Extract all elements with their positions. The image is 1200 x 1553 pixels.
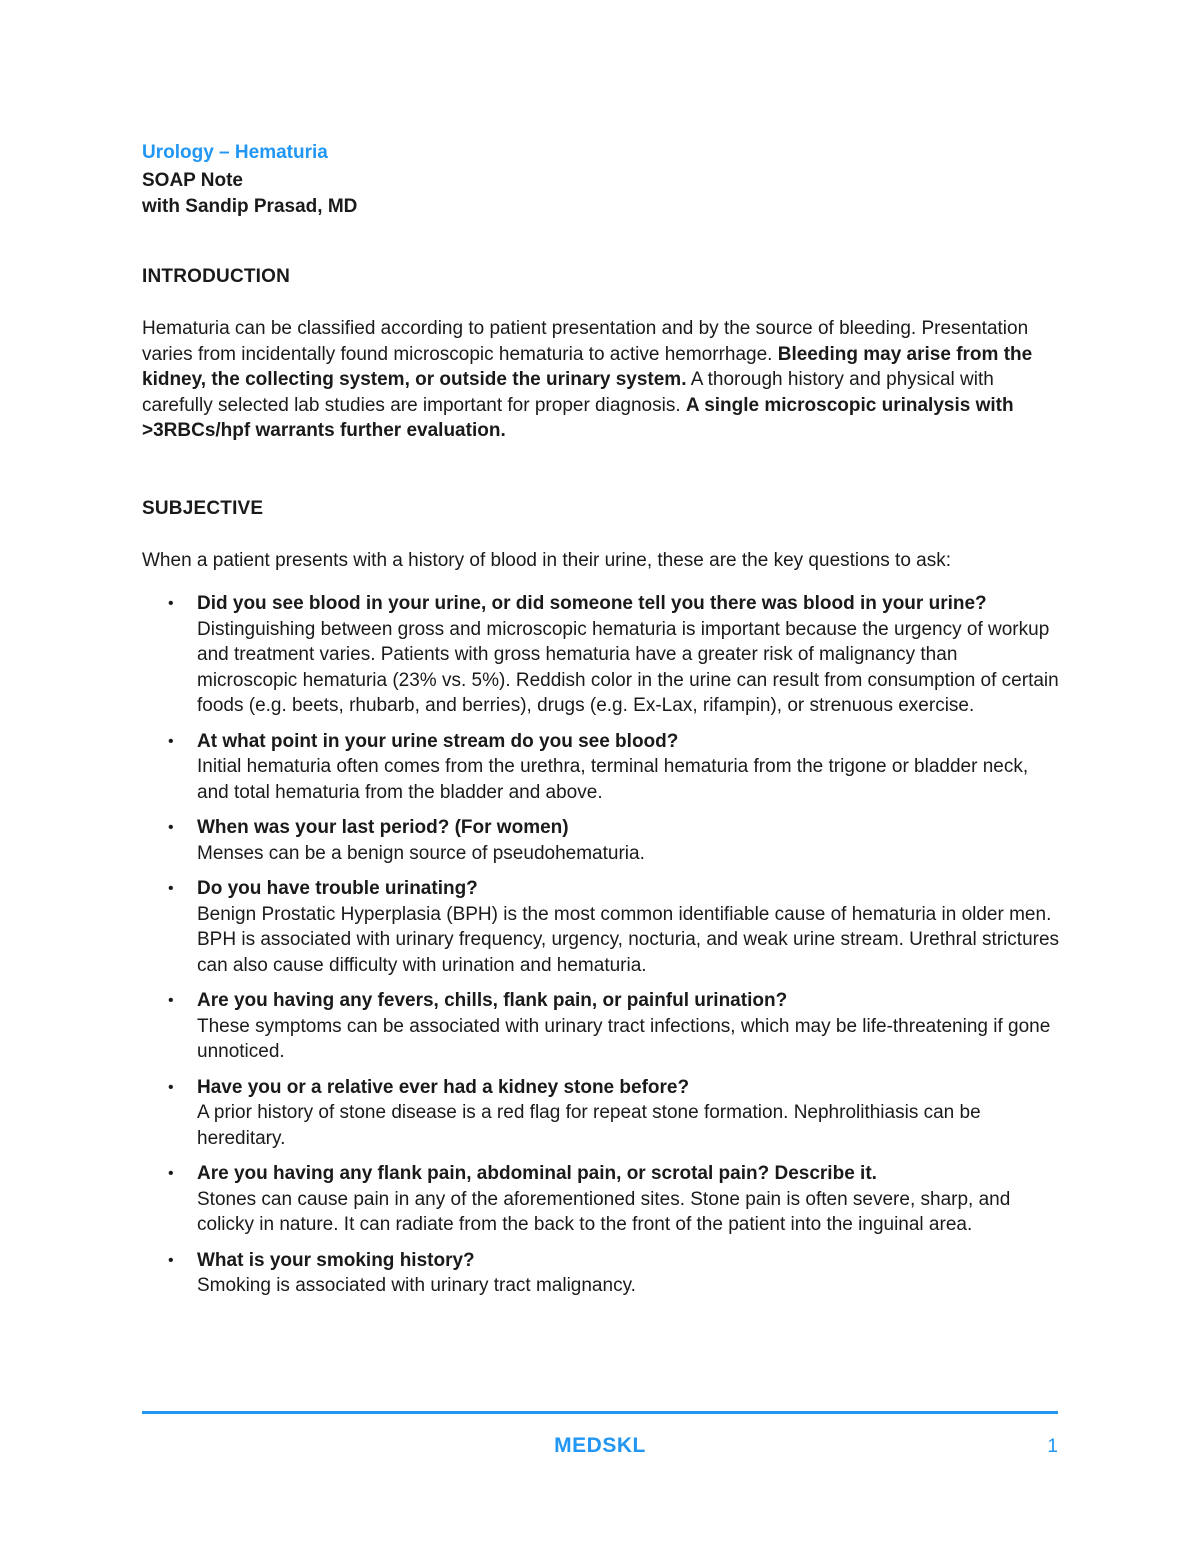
- introduction-heading: INTRODUCTION: [142, 266, 291, 287]
- list-item: [142, 1248, 1062, 1299]
- bullet-icon: •: [168, 1078, 174, 1096]
- bullet-icon: •: [168, 880, 174, 897]
- document-page: [142, 138, 1062, 1309]
- list-item: [142, 1161, 1062, 1238]
- answer-text: A prior history of stone disease is a red flag for repeat stone formation. Nephrolithiasis can be hereditary.: [197, 1102, 981, 1149]
- footer-brand-logo: MEDSKL: [554, 1434, 646, 1457]
- answer-text: Smoking is associated with urinary tract malignancy.: [197, 1275, 636, 1296]
- answer-text: Benign Prostatic Hyperplasia (BPH) is the most common identifiable cause of hematuria in older men. BPH is associated with urinary frequency, urgency, nocturia, and weak urine stream. Urethral strictures can also cause difficulty with urination and hematuria.: [197, 903, 1060, 976]
- document-subtitle: SOAP Note: [142, 170, 244, 191]
- question-text: Did you see blood in your urine, or did someone tell you there was blood in your urine?: [197, 593, 987, 614]
- question-text: At what point in your urine stream do you see blood?: [197, 730, 679, 752]
- bullet-icon: •: [168, 595, 174, 612]
- subjective-heading: SUBJECTIVE: [142, 497, 264, 519]
- question-text: Do you have trouble urinating?: [197, 878, 478, 899]
- footer-page-number: 1: [1047, 1436, 1058, 1457]
- list-item: [142, 876, 1062, 978]
- introduction-text-2: A thorough history and physical with carefully selected lab studies are important for proper diagnosis.: [142, 369, 994, 416]
- subjective-question-list: [142, 591, 1062, 1299]
- question-text: Are you having any flank pain, abdominal pain, or scrotal pain? Describe it.: [197, 1163, 877, 1184]
- answer-text: Menses can be a benign source of pseudohematuria.: [197, 842, 645, 864]
- answer-text: Stones can cause pain in any of the aforementioned sites. Stone pain is often severe, sharp, and colicky in nature. It can radiate from the back to the front of the patient into the inguinal area.: [197, 1188, 1011, 1235]
- introduction-bold-2: A single microscopic urinalysis with >3RBCs/hpf warrants further evaluation.: [142, 394, 1014, 441]
- bullet-icon: •: [168, 732, 174, 750]
- answer-text: Distinguishing between gross and microscopic hematuria is important because the urgency of workup and treatment varies. Patients with gross hematuria have a greater risk of malignancy than microscopic hematuria (23% vs. 5%). Reddish color in the urine can result from consumption of certain foods (e.g. beets, rhubarb, and berries), drugs (e.g. Ex-Lax, rifampin), or strenuous exercise.: [197, 618, 1059, 716]
- list-item: [142, 1075, 1062, 1152]
- introduction-paragraph: [142, 316, 1062, 444]
- footer-divider: [142, 1411, 1058, 1414]
- document-title: Urology – Hematuria: [142, 142, 328, 163]
- list-item: [142, 988, 1062, 1065]
- subjective-intro: When a patient presents with a history of blood in their urine, these are the key questions to ask:: [142, 549, 952, 571]
- introduction-text-1: Hematuria can be classified according to patient presentation and by the source of bleeding. Presentation varies from incidentally found microscopic hematuria to active hemorrhage.: [142, 318, 1029, 365]
- bullet-icon: •: [168, 992, 174, 1009]
- list-item: [142, 729, 1062, 806]
- bullet-icon: •: [168, 1165, 174, 1182]
- bullet-icon: •: [168, 819, 174, 836]
- introduction-bold-1: Bleeding may arise from the kidney, the collecting system, or outside the urinary system.: [142, 343, 1033, 390]
- bullet-icon: •: [168, 1251, 174, 1269]
- question-text: Are you having any fevers, chills, flank pain, or painful urination?: [197, 990, 788, 1011]
- answer-text: These symptoms can be associated with urinary tract infections, which may be life-threatening if gone unnoticed.: [197, 1015, 1051, 1062]
- answer-text: Initial hematuria often comes from the urethra, terminal hematuria from the trigone or bladder neck, and total hematuria from the bladder and above.: [197, 756, 1029, 803]
- question-text: When was your last period? (For women): [197, 817, 569, 838]
- list-item: [142, 815, 1062, 866]
- question-text: Have you or a relative ever had a kidney stone before?: [197, 1076, 690, 1098]
- document-author: with Sandip Prasad, MD: [142, 196, 358, 217]
- question-text: What is your smoking history?: [197, 1249, 475, 1271]
- list-item: [142, 591, 1062, 719]
